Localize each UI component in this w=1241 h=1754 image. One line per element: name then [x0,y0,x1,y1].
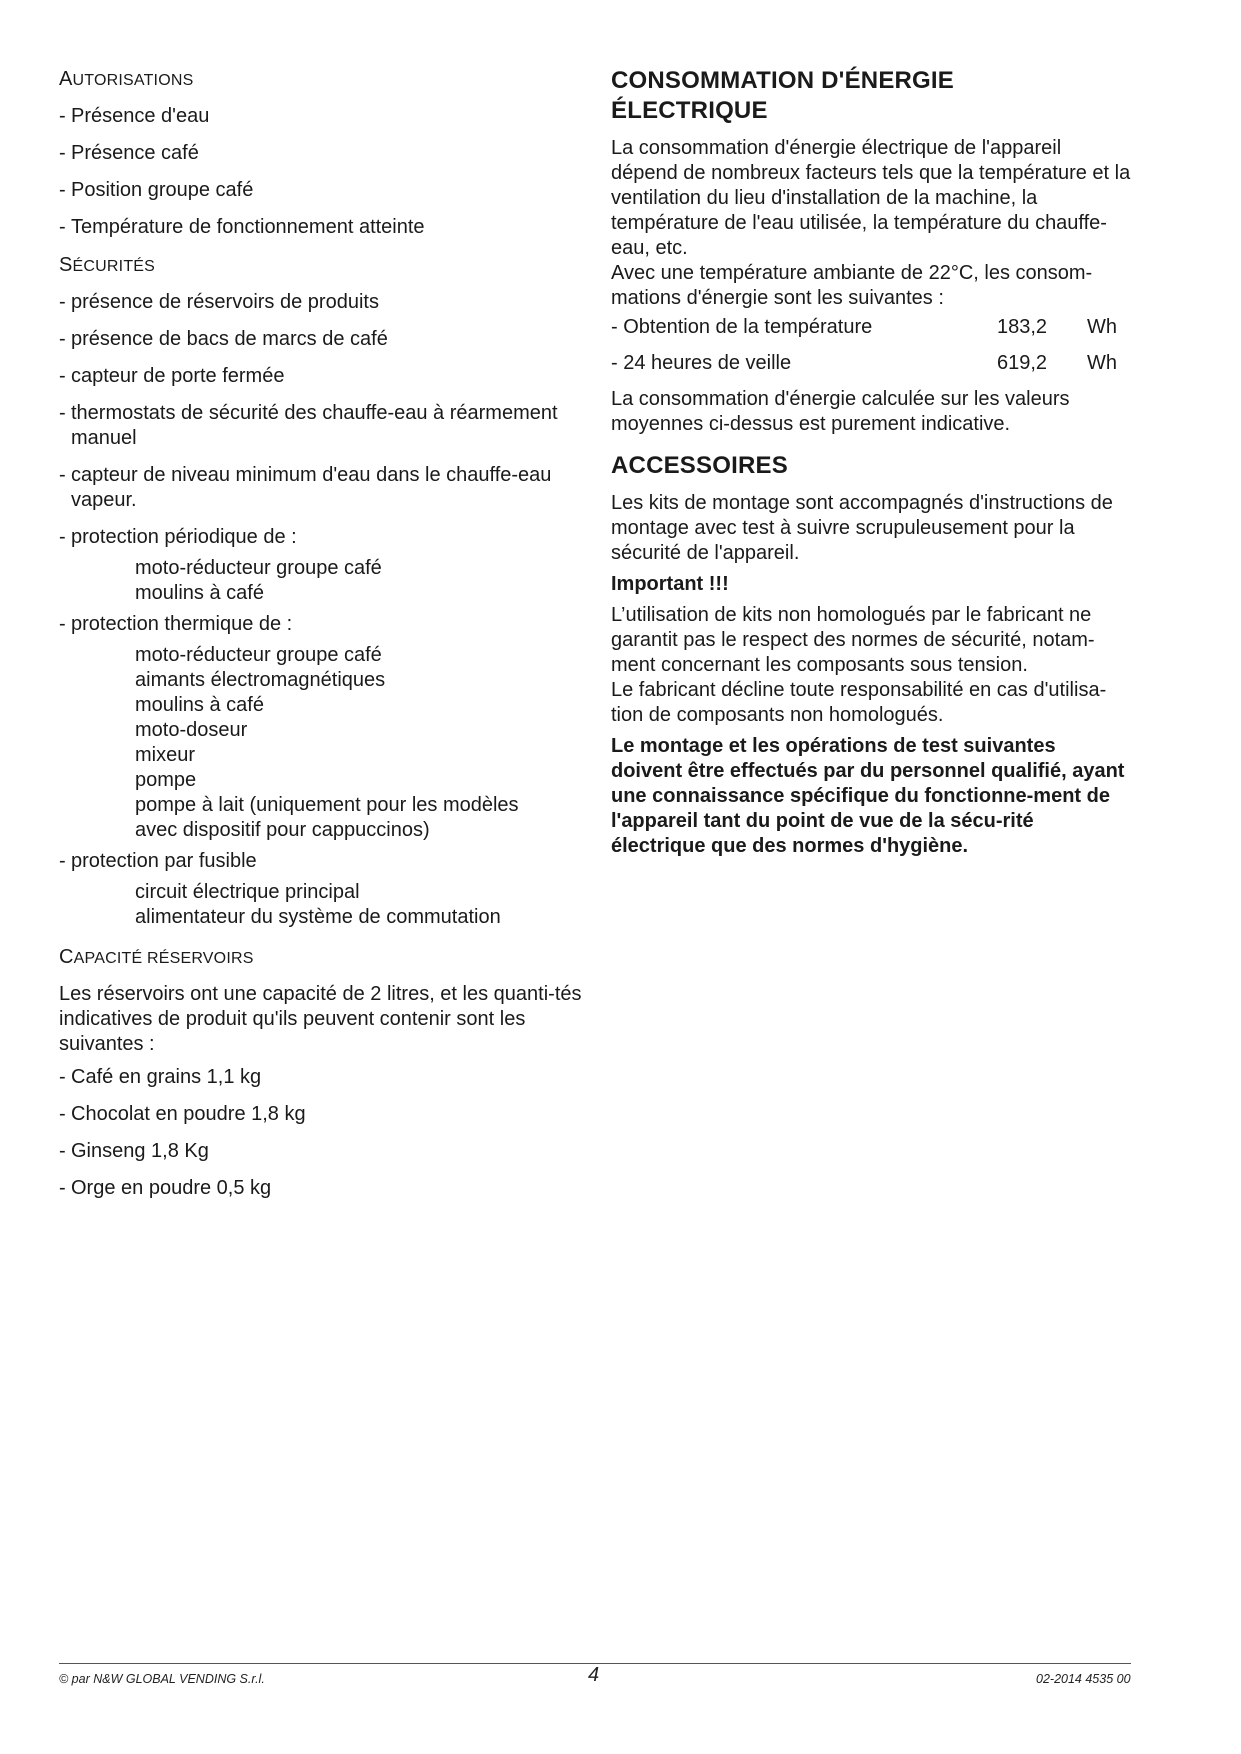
heading-autorisations: AUTORISATIONS [59,68,194,90]
heading-accessoires: ACCESSOIRES [611,452,788,479]
energy-row: - 24 heures de veille 619,2 Wh [611,352,1117,374]
sublist-fuse: circuit électrique principal alimentateur du système de commutation [135,881,501,928]
footer-copyright: © par N&W GLOBAL VENDING S.r.l. [59,1672,265,1686]
footer-doc-code: 02-2014 4535 00 [1036,1672,1131,1686]
list-item-fuse-protection: - protection par fusible [59,850,257,872]
list-item-thermal-protection: - protection thermique de : [59,613,293,635]
list-item: - Température de fonctionnement atteinte [59,216,425,238]
list-item: - capteur de porte fermée [59,365,285,387]
list-item: - présence de réservoirs de produits [59,291,379,313]
heading-securites: SÉCURITÉS [59,254,156,276]
energy-row: - Obtention de la température 183,2 Wh [611,316,1117,338]
sublist-thermal: moto-réducteur groupe café aimants électromagnétiques moulins à café moto-doseur mixeur pompe pompe à lait (uniquement pour les modèles avec dispositif pour cappuccinos) [135,644,519,841]
accessoires-paragraph-2: L’utilisation de kits non homologués par le fabricant ne garantit pas le respect des normes de sécurité, notam-ment concernant les composants sous tension. [611,604,1095,676]
capacity-intro: Les réservoirs ont une capacité de 2 litres, et les quanti-tés indicatives de produit qu'ils peuvent contenir sont les suivantes : [59,983,582,1055]
list-item: - présence de bacs de marcs de café [59,328,388,350]
list-item: - Ginseng 1,8 Kg [59,1140,209,1162]
list-item: - thermostats de sécurité des chauffe-eau à réarmement manuel [59,402,558,449]
accessoires-bold-warning: Le montage et les opérations de test suivantes doivent être effectués par du personnel qualifié, ayant une connaissance spécifique du fonctionne-ment de l'appareil tant du point de vue de la sécu-rité électrique que des normes d'hygiène. [611,735,1125,857]
energy-paragraph-2: Avec une température ambiante de 22°C, les consom-mations d'énergie sont les suivantes : [611,262,1093,309]
list-item: - Chocolat en poudre 1,8 kg [59,1103,306,1125]
left-column [59,58,589,1213]
page-number: 4 [588,1664,600,1686]
accessoires-paragraph-1: Les kits de montage sont accompagnés d'instructions de montage avec test à suivre scrupuleusement pour la sécurité de l'appareil. [611,492,1113,564]
list-item: - capteur de niveau minimum d'eau dans le chauffe-eau vapeur. [59,464,552,511]
list-item-periodic-protection: - protection périodique de : [59,526,297,548]
accessoires-paragraph-3: Le fabricant décline toute responsabilité en cas d'utilisa-tion de composants non homologués. [611,679,1107,726]
heading-energy: CONSOMMATION D'ÉNERGIE ÉLECTRIQUE [611,67,955,124]
list-item: - Position groupe café [59,179,254,201]
list-item: - Présence café [59,142,199,164]
sublist-periodic: moto-réducteur groupe café moulins à café [135,557,382,604]
energy-paragraph-1: La consommation d'énergie électrique de l'appareil dépend de nombreux facteurs tels que la température et la ventilation du lieu d'installation de la machine, la température de l'eau utilisée, la température du chauffe-eau, etc. [611,137,1131,259]
list-item: - Orge en poudre 0,5 kg [59,1177,272,1199]
important-label: Important !!! [611,573,729,595]
right-column [611,58,1131,859]
list-item: - Présence d'eau [59,105,210,127]
list-item: - Café en grains 1,1 kg [59,1066,262,1088]
energy-paragraph-3: La consommation d'énergie calculée sur les valeurs moyennes ci-dessus est purement indicative. [611,388,1070,435]
heading-capacite: CAPACITÉ RÉSERVOIRS [59,946,254,968]
